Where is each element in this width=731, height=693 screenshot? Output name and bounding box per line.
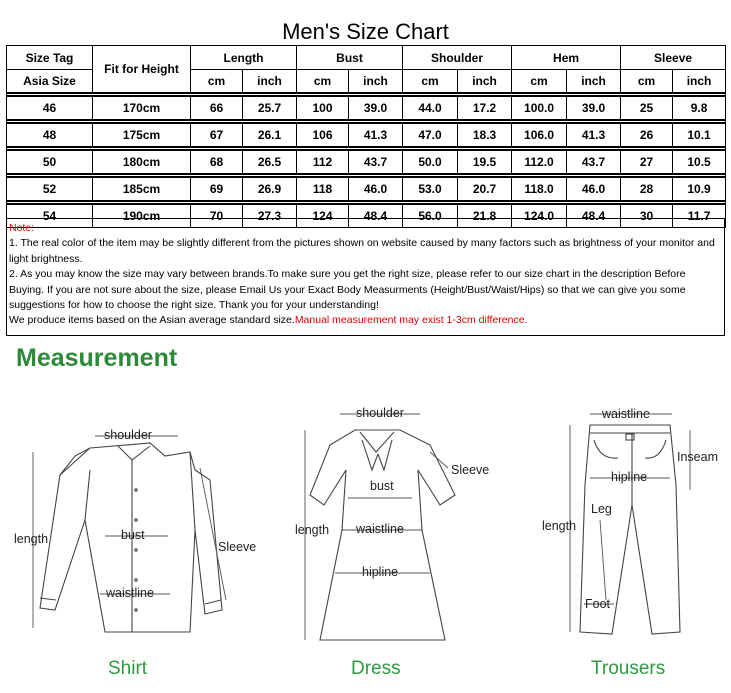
- table-cell: 180cm: [93, 150, 191, 174]
- table-cell: 46.0: [567, 177, 621, 201]
- table-cell: 170cm: [93, 96, 191, 120]
- table-cell: 10.5: [673, 150, 726, 174]
- table-cell: 106: [297, 123, 349, 147]
- unit-cell: cm: [191, 70, 243, 94]
- trousers-waistline-label: waistline: [602, 407, 650, 421]
- shirt-bust-label: bust: [121, 528, 145, 542]
- table-cell: 68: [191, 150, 243, 174]
- dress-waistline-label: waistline: [356, 522, 404, 536]
- table-cell: 54: [7, 204, 93, 228]
- table-cell: 39.0: [349, 96, 403, 120]
- unit-cell: inch: [243, 70, 297, 94]
- table-cell: 66: [191, 96, 243, 120]
- dress-bust-label: bust: [370, 479, 394, 493]
- table-cell: 10.9: [673, 177, 726, 201]
- trousers-leg-label: Leg: [591, 502, 612, 516]
- table-cell: 118.0: [512, 177, 567, 201]
- table-cell: 124: [297, 204, 349, 228]
- table-cell: 124.0: [512, 204, 567, 228]
- table-cell: 17.2: [458, 96, 512, 120]
- table-cell: 46.0: [349, 177, 403, 201]
- shirt-waistline-label: waistline: [106, 586, 154, 600]
- table-cell: 26.5: [243, 150, 297, 174]
- table-cell: 43.7: [567, 150, 621, 174]
- table-cell: 50.0: [403, 150, 458, 174]
- trousers-length-label: length: [542, 519, 577, 533]
- unit-cell: cm: [403, 70, 458, 94]
- table-cell: 48: [7, 123, 93, 147]
- header-length: Length: [191, 46, 297, 70]
- trousers-caption: Trousers: [591, 658, 666, 679]
- note-line-1: 1. The real color of the item may be slightly different from the pictures shown on website caused by many factors such as brightness of your monitor and light brightness.: [9, 237, 715, 265]
- unit-cell: cm: [621, 70, 673, 94]
- dress-hipline-label: hipline: [362, 565, 399, 579]
- unit-cell: cm: [512, 70, 567, 94]
- table-cell: 48.4: [349, 204, 403, 228]
- table-cell: 48.4: [567, 204, 621, 228]
- table-cell: 20.7: [458, 177, 512, 201]
- table-cell: 18.3: [458, 123, 512, 147]
- table-cell: 39.0: [567, 96, 621, 120]
- table-cell: 46: [7, 96, 93, 120]
- note-line-3-warning: Manual measurement may exist 1-3cm difference.: [294, 314, 528, 327]
- table-cell: 41.3: [349, 123, 403, 147]
- measurement-heading: Measurement: [16, 344, 178, 372]
- trousers-foot-label: Foot: [585, 597, 611, 611]
- header-sleeve: Sleeve: [621, 46, 726, 70]
- table-cell: 11.7: [673, 204, 726, 228]
- table-cell: 190cm: [93, 204, 191, 228]
- table-cell: 112.0: [512, 150, 567, 174]
- table-cell: 106.0: [512, 123, 567, 147]
- size-chart-title: Men's Size Chart: [282, 19, 449, 44]
- header-asia-size: Asia Size: [7, 70, 93, 94]
- header-size-tag: Size Tag: [7, 46, 93, 70]
- header-fit-height: Fit for Height: [93, 46, 191, 94]
- table-cell: 67: [191, 123, 243, 147]
- header-hem: Hem: [512, 46, 621, 70]
- table-cell: 70: [191, 204, 243, 228]
- shirt-length-label: length: [14, 532, 49, 546]
- table-cell: 44.0: [403, 96, 458, 120]
- table-cell: 47.0: [403, 123, 458, 147]
- table-cell: 10.1: [673, 123, 726, 147]
- dress-length-label: length: [295, 523, 330, 537]
- unit-cell: inch: [567, 70, 621, 94]
- dress-caption: Dress: [351, 658, 401, 679]
- table-cell: 112: [297, 150, 349, 174]
- note-line-3-text: We produce items based on the Asian average standard size.: [9, 314, 295, 327]
- table-cell: 25: [621, 96, 673, 120]
- table-cell: 175cm: [93, 123, 191, 147]
- shirt-sleeve-label: Sleeve: [218, 540, 257, 554]
- table-cell: 30: [621, 204, 673, 228]
- table-cell: 100: [297, 96, 349, 120]
- table-cell: 26.1: [243, 123, 297, 147]
- trousers-inseam-label: Inseam: [677, 450, 718, 464]
- table-cell: 43.7: [349, 150, 403, 174]
- table-cell: 27: [621, 150, 673, 174]
- table-cell: 27.3: [243, 204, 297, 228]
- note-line-2: 2. As you may know the size may vary between brands.To make sure you get the right size, please refer to our size chart in the description Before Buying. If you are not sure about the size, please Email Us your Exact Body Measurments (Height/Bust/Waist/Hips) so that we can give you some suggestions for how to choose the right size. Thank you for your understanding!: [9, 268, 686, 312]
- table-cell: 185cm: [93, 177, 191, 201]
- note-label: Note:: [9, 222, 35, 234]
- table-cell: 19.5: [458, 150, 512, 174]
- table-cell: 25.7: [243, 96, 297, 120]
- table-cell: 26.9: [243, 177, 297, 201]
- trousers-hipline-label: hipline: [611, 470, 648, 484]
- dress-shoulder-label: shoulder: [356, 406, 404, 420]
- unit-cell: inch: [349, 70, 403, 94]
- table-cell: 52: [7, 177, 93, 201]
- table-cell: 56.0: [403, 204, 458, 228]
- table-cell: 41.3: [567, 123, 621, 147]
- unit-cell: cm: [297, 70, 349, 94]
- table-cell: 100.0: [512, 96, 567, 120]
- table-cell: 26: [621, 123, 673, 147]
- table-cell: 50: [7, 150, 93, 174]
- unit-cell: inch: [673, 70, 726, 94]
- shirt-shoulder-label: shoulder: [104, 428, 152, 442]
- table-cell: 21.8: [458, 204, 512, 228]
- dress-sleeve-label: Sleeve: [451, 463, 490, 477]
- shirt-caption: Shirt: [108, 658, 148, 679]
- table-cell: 9.8: [673, 96, 726, 120]
- unit-cell: inch: [458, 70, 512, 94]
- table-cell: 118: [297, 177, 349, 201]
- table-cell: 28: [621, 177, 673, 201]
- header-shoulder: Shoulder: [403, 46, 512, 70]
- table-cell: 69: [191, 177, 243, 201]
- table-cell: 53.0: [403, 177, 458, 201]
- header-bust: Bust: [297, 46, 403, 70]
